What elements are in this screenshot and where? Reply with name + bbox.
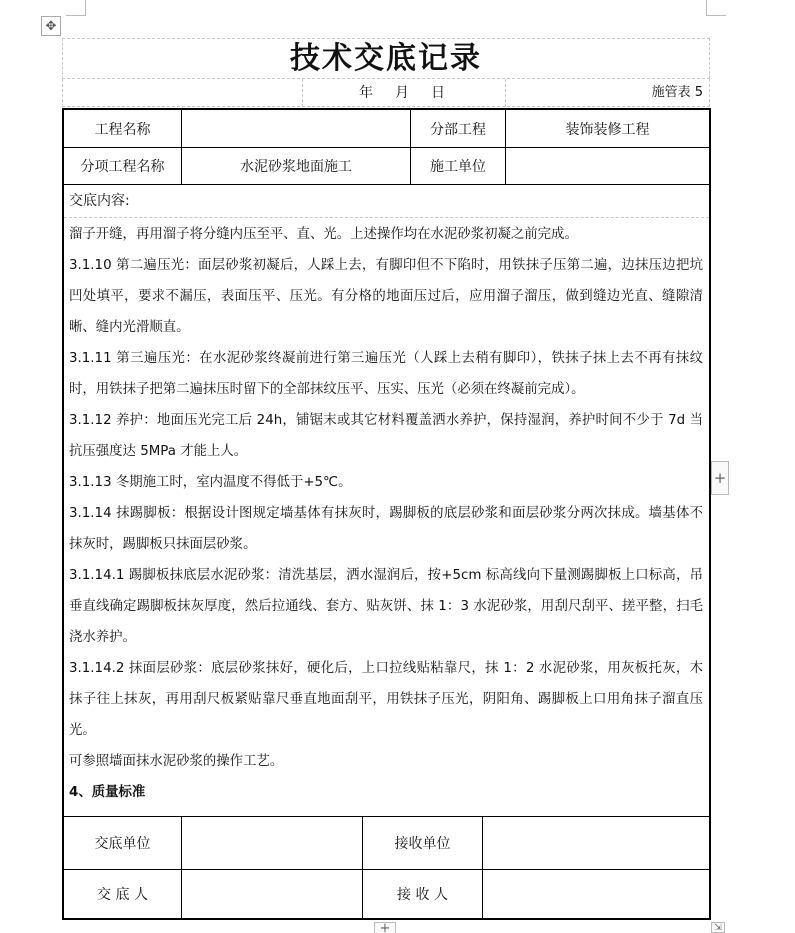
content-paragraph: 可参照墙面抹水泥砂浆的操作工艺。 — [69, 754, 284, 769]
project-name-label: 工程名称 — [64, 110, 182, 148]
construction-unit-label: 施工单位 — [411, 148, 506, 185]
move-arrows-icon: ✥ — [45, 18, 57, 34]
page-corner-mark-left — [66, 0, 86, 16]
content-paragraph: 3.1.13 冬期施工时，室内温度不得低于+5℃。 — [69, 475, 352, 490]
date-row — [62, 79, 710, 107]
table-resize-handle[interactable] — [711, 922, 725, 933]
resize-corner-icon: ⇲ — [714, 922, 722, 933]
receiving-unit-value[interactable] — [483, 817, 709, 870]
page-corner-mark-right — [706, 0, 726, 16]
document-title: 技术交底记录 — [62, 38, 710, 79]
handover-person-value[interactable] — [182, 870, 363, 918]
content-paragraph: 溜子开缝，再用溜子将分缝内压至平、直、光。上述操作均在水泥砂浆初凝之前完成。 — [69, 227, 578, 242]
content-divider — [64, 217, 709, 218]
receiver-value[interactable] — [483, 870, 709, 918]
content-label: 交底内容: — [69, 193, 130, 209]
plus-icon: + — [379, 921, 391, 933]
handover-person-label: 交 底 人 — [64, 870, 182, 918]
subitem-value[interactable]: 水泥砂浆地面施工 — [182, 148, 411, 185]
division-value[interactable]: 装饰装修工程 — [506, 110, 709, 148]
date-label: 年 月 日 — [302, 79, 506, 107]
add-row-button[interactable] — [374, 922, 396, 933]
receiving-unit-label: 接收单位 — [363, 817, 483, 870]
add-column-button[interactable] — [711, 461, 729, 495]
project-name-value[interactable] — [182, 110, 411, 148]
receiver-label: 接 收 人 — [363, 870, 483, 918]
table-move-handle[interactable] — [41, 16, 61, 36]
division-label: 分部工程 — [411, 110, 506, 148]
form-code: 施管表 5 — [506, 79, 710, 107]
construction-unit-value[interactable] — [506, 148, 709, 185]
content-paragraph: 3.1.14 抹踢脚板：根据设计图规定墙基体有抹灰时，踢脚板的底层砂浆和面层砂浆分两次抹成。墙基体不抹灰时，踢脚板只抹面层砂浆。 — [69, 506, 703, 552]
handover-unit-label: 交底单位 — [64, 817, 182, 870]
content-paragraph: 3.1.12 养护：地面压光完工后 24h，铺锯末或其它材料覆盖洒水养护，保持湿润，养护时间不少于 7d 当抗压强度达 5MPa 才能上人。 — [69, 413, 703, 459]
content-paragraph: 3.1.14.2 抹面层砂浆：底层砂浆抹好，硬化后，上口拉线贴粘靠尺，抹 1：2 水泥砂浆，用灰板托灰，木抹子往上抹灰，再用刮尺板紧贴靠尺垂直地面刮平，用铁抹子压光，阴阳角、踢脚板上口用角抹子溜直压光。 — [69, 661, 703, 738]
record-table — [62, 108, 711, 920]
content-paragraph: 3.1.11 第三遍压光：在水泥砂浆终凝前进行第三遍压光（人踩上去稍有脚印），铁抹子抹上去不再有抹纹时，用铁抹子把第二遍抹压时留下的全部抹纹压平、压实、压光（必须在终凝前完成）。 — [69, 351, 703, 397]
handover-unit-value[interactable] — [182, 817, 363, 870]
subitem-label: 分项工程名称 — [64, 148, 182, 185]
plus-icon: + — [713, 469, 727, 487]
content-cell[interactable] — [64, 185, 709, 817]
content-paragraph: 3.1.14.1 踢脚板抹底层水泥砂浆：清洗基层，洒水湿润后，按+5cm 标高线向下量测踢脚板上口标高，吊垂直线确定踢脚板抹灰厚度，然后拉通线、套方、贴灰饼、抹 1：3 水泥砂浆，用刮尺刮平、搓平整，扫毛浇水养护。 — [69, 568, 703, 645]
section-heading: 4、质量标准 — [69, 785, 146, 800]
content-paragraph: 3.1.10 第二遍压光：面层砂浆初凝后，人踩上去，有脚印但不下陷时，用铁抹子压第二遍，边抹压边把坑凹处填平，要求不漏压，表面压平、压光。有分格的地面压过后，应用溜子溜压，做到缝边光直、缝隙清晰、缝内光滑顺直。 — [69, 258, 703, 335]
date-row-blank-cell — [62, 79, 302, 107]
